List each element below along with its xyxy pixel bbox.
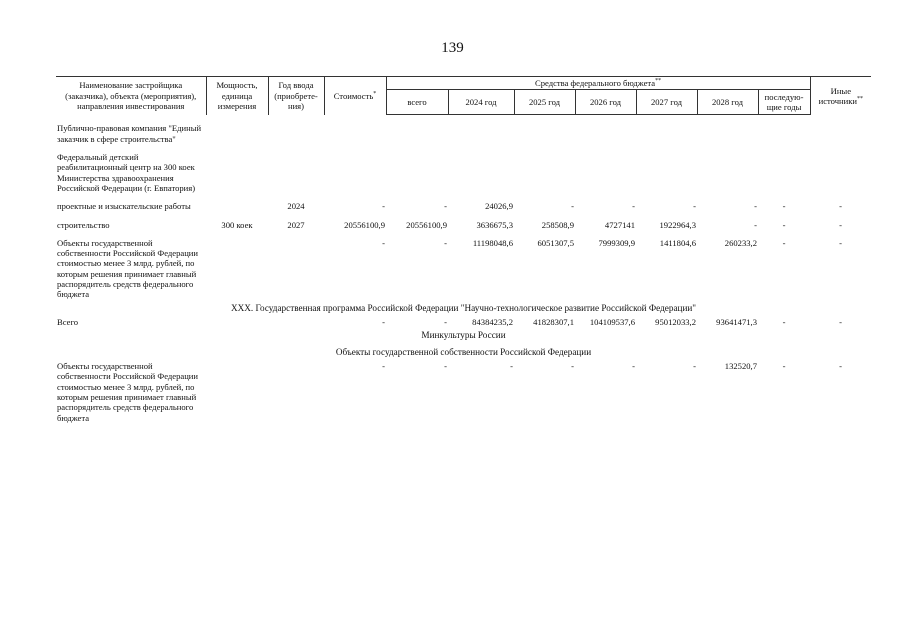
table-row: проектные и изыскательские работы 2024 - - 24026,9 - - - - - - xyxy=(57,201,842,212)
header-2026: 2026 год xyxy=(575,90,636,115)
header-capacity: Мощность, единица измерения xyxy=(206,77,268,115)
section-ministry: Минкультуры России xyxy=(421,330,506,341)
header-federal-budget: Средства федерального бюджета** xyxy=(386,77,810,90)
header-year: Год ввода (приобрете- ния) xyxy=(268,77,324,115)
section-program-title: XXX. Государственная программа Российской Федерации "Научно-технологическое развитие Российской Федерации" xyxy=(231,302,697,313)
table-row: строительство 300 коек 2027 20556100,9 20556100,9 3636675,3 258508,9 4727141 1922964,3 - - - xyxy=(57,219,842,230)
header-other-sources: Иные источники** xyxy=(810,77,871,115)
header-later-years: последую- щие годы xyxy=(758,90,810,115)
header-name: Наименование застройщика (заказчика), объекта (мероприятия), направления инвестирования xyxy=(56,77,206,115)
header-2024: 2024 год xyxy=(448,90,514,115)
page-number: 139 xyxy=(441,40,464,56)
table-row: Федеральный детский реабилитационный центр на 300 коек Министерства здравоохранения Российской Федерации (г. Евпатория) xyxy=(57,151,196,193)
table-row-total: Всего - - 84384235,2 41828307,1 104109537,6 95012033,2 93641471,3 - - xyxy=(57,316,842,327)
header-cost: Стоимость* xyxy=(324,77,386,115)
table-row: Объекты государственной собственности Российской Федерации стоимостью менее 3 млрд. рублей, по которым решения принимает главный распорядитель средств федерального бюджета - - 11198048,6 6051307,5 7999309,9 1411804,6 260233,2 - - xyxy=(57,237,842,300)
header-2028: 2028 год xyxy=(697,90,758,115)
header-2027: 2027 год xyxy=(636,90,697,115)
table-header xyxy=(56,77,871,115)
header-2025: 2025 год xyxy=(514,90,575,115)
table-row: Публично-правовая компания "Единый заказчик в сфере строительства" xyxy=(57,123,202,144)
investment-table xyxy=(56,76,871,423)
table-row: Объекты государственной собственности Российской Федерации стоимостью менее 3 млрд. рублей, по которым решения принимает главный распорядитель средств федерального бюджета - - - - - - 132520,7 - - xyxy=(57,361,842,423)
section-objects: Объекты государственной собственности Российской Федерации xyxy=(335,347,592,358)
header-total: всего xyxy=(386,90,448,115)
